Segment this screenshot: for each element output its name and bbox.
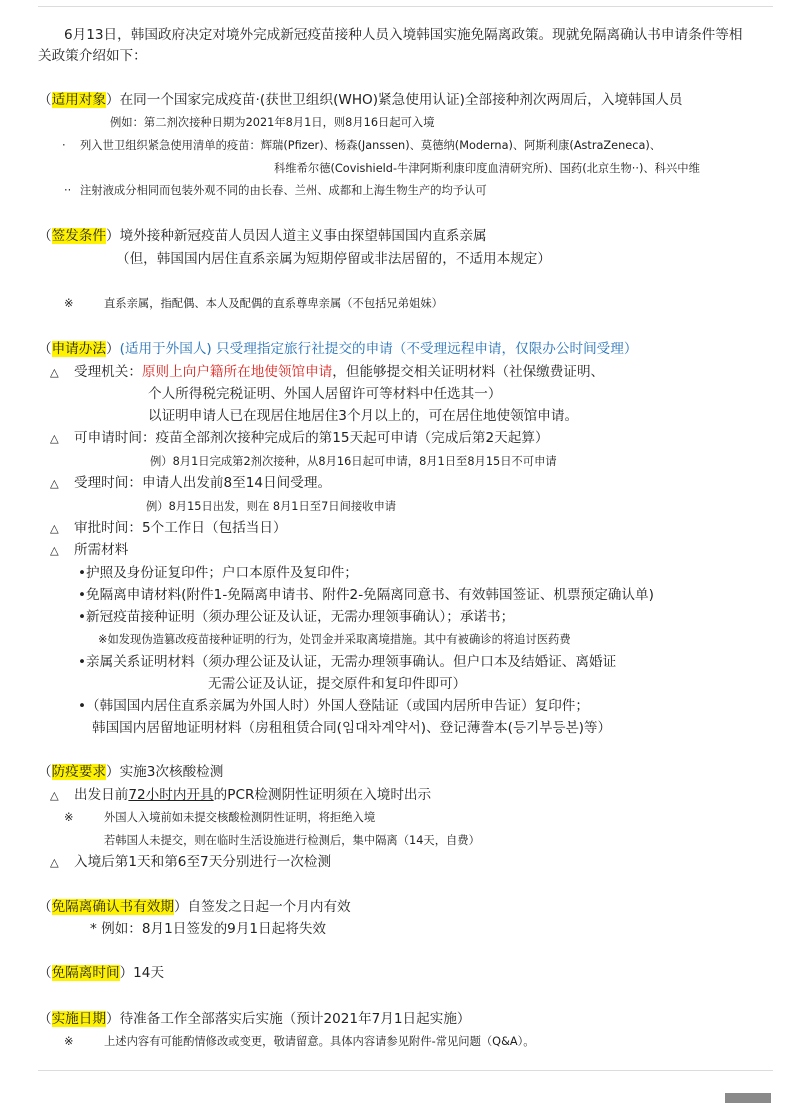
section-quarantine-header [38,762,223,782]
accepting-office-line-3: 以证明申请人已在现居住地居住3个月以上的，可在居住地使领馆申请。 [148,408,579,424]
section-heading: 适用对象 [51,92,106,108]
section-heading: 防疫要求 [51,764,106,780]
section-heading: 免隔离时间 [51,965,120,981]
paren-close: ） [173,899,188,915]
accepting-office-line-2: 个人所得税完税证明、外国人居留许可等材料中任选其一） [148,386,502,402]
triangle-bullet: △ [50,477,59,490]
section-text: (适用于外国人) 只受理指定旅行社提交的申请（不受理远程申请，仅限办公时间受理） [119,341,638,357]
vaccine-list-line-2: 科维希尔德(Covishield-牛津阿斯利康印度血清研究所)、国药(北京生物··)、科兴中维 [274,162,700,175]
scroll-to-top-button[interactable] [725,1093,771,1103]
paren-open: （ [38,899,52,915]
accepting-office-label: 受理机关： [74,364,142,380]
material-3-note: ※如发现伪造篡改疫苗接种证明的行为，处罚金并采取离境措施。其中有被确诊的将追讨医药费 [98,633,571,646]
intro-line-1: 6月13日，韩国政府决定对境外完成新冠疫苗接种人员入境韩国实施免隔离政策。现就免隔离确认书申请条件等相 [64,27,743,43]
pcr-post: 的PCR检测阴性证明须在入境时出示 [213,787,432,803]
section-text: 在同一个国家完成疫苗·(获世卫组织(WHO)紧急使用认证)全部接种剂次两周后，入境韩国人员 [119,92,683,108]
material-3: •新冠疫苗接种证明（须办理公证及认证，无需办理领事确认）；承诺书； [78,609,515,625]
section-application-header [38,339,637,359]
section-text: 实施3次核酸检测 [119,764,224,780]
top-divider [38,6,773,7]
section-text: 待准备工作全部落实后实施（预计2021年7月1日起实施） [119,1011,471,1027]
pcr-underlined: 72小时内开具 [128,787,214,803]
acceptance-time-example: 例）8月15日出发，则在 8月1日至7日间接收申请 [146,500,397,513]
triangle-bullet: △ [50,856,59,869]
section-heading: 签发条件 [51,228,106,244]
section-effective-date-header [38,1009,471,1029]
application-period: 可申请时间：疫苗全部剂次接种完成后的第15天起可申请（完成后第2天起算） [74,430,549,446]
material-2: •免隔离申请材料(附件1-免隔离申请书、附件2-免隔离同意书、有效韩国签证、机票预定确认单) [78,587,654,603]
triangle-bullet: △ [50,366,59,379]
section-heading: 实施日期 [51,1011,106,1027]
section-validity-header [38,897,351,917]
pcr-pre: 出发日前 [74,787,129,803]
vaccine-list-line-1: 列入世卫组织紧急使用清单的疫苗：辉瑞(Pfizer)、杨森(Janssen)、莫德纳(Moderna)、阿斯利康(AstraZeneca)、 [80,139,662,152]
section-heading: 免隔离确认书有效期 [51,899,174,915]
pcr-note-1: 外国人入境前如未提交核酸检测阴性证明，将拒绝入境 [104,811,376,824]
section-text: 14天 [133,965,165,981]
section-text: 境外接种新冠疫苗人员因人道主义事由探望韩国国内直系亲属 [119,228,487,244]
intro-line-2: 关政策介绍如下： [38,48,147,64]
material-1: •护照及身份证复印件；户口本原件及复印件； [78,565,358,581]
pcr-requirement [74,785,431,805]
application-period-example: 例）8月1日完成第2剂次接种，从8月16日起可申请，8月1日至8月15日不可申请 [150,455,557,468]
required-materials-title: 所需材料 [74,542,129,558]
paren-open: （ [38,764,52,780]
triangle-bullet: △ [50,789,59,802]
paren-open: （ [38,228,52,244]
accepting-office [74,362,604,382]
section-heading: 申请办法 [51,341,106,357]
section-exemption-time-header [38,963,164,983]
material-5: •（韩国国内居住直系亲属为外国人时）外国人登陆证（或国内居所申告证）复印件； [78,698,589,714]
relatives-note: 直系亲属，指配偶、本人及配偶的直系尊卑亲属（不包括兄弟姐妹） [104,297,443,310]
triangle-bullet: △ [50,432,59,445]
section-text: 自签发之日起一个月内有效 [187,899,351,915]
paren-open: （ [38,341,52,357]
approval-time: 审批时间：5个工作日（包括当日） [74,520,287,536]
pcr-note-marker: ※ [64,811,74,824]
paren-close: ） [105,228,120,244]
paren-open: （ [38,1011,52,1027]
pcr-note-2: 若韩国人未提交，则在临时生活设施进行检测后，集中隔离（14天，自费） [104,834,480,847]
triangle-bullet: △ [50,544,59,557]
vaccine-list-marker: · [62,139,66,152]
material-4: •亲属关系证明材料（须办理公证及认证，无需办理领事确认。但户口本及结婚证、离婚证 [78,654,617,670]
accepting-office-emphasis: 原则上向户籍所在地使领馆申请 [141,364,333,380]
material-4-line-2: 无需公证及认证，提交原件和复印件即可） [208,676,467,692]
bottom-divider [38,1070,773,1071]
final-note-marker: ※ [64,1035,74,1048]
applicable-example: 例如：第二剂次接种日期为2021年8月1日，则8月16日起可入境 [110,116,435,129]
post-entry-tests: 入境后第1天和第6至7天分别进行一次检测 [74,854,332,870]
triangle-bullet: △ [50,522,59,535]
accepting-office-rest: ，但能够提交相关证明材料（社保缴费证明、 [332,364,605,380]
paren-close: ） [105,341,120,357]
paren-close: ） [105,1011,120,1027]
issuance-sub: （但，韩国国内居住直系亲属为短期停留或非法居留的，不适用本规定） [116,251,551,267]
paren-close: ） [105,764,120,780]
relatives-note-marker: ※ [64,297,74,310]
section-issuance-header [38,226,487,246]
final-note: 上述内容有可能酌情修改或变更，敬请留意。具体内容请参见附件-常见问题（Q&A）。 [104,1035,535,1048]
paren-open: （ [38,965,52,981]
acceptance-time: 受理时间：申请人出发前8至14日间受理。 [74,475,332,491]
paren-close: ） [119,965,134,981]
vaccine-note: 注射液成分相同而包装外观不同的由长春、兰州、成都和上海生物生产的均予认可 [80,184,487,197]
paren-close: ） [105,92,120,108]
section-applicable-header [38,90,682,110]
paren-open: （ [38,92,52,108]
vaccine-note-marker: ·· [64,184,72,197]
validity-example: * 例如：8月1日签发的9月1日起将失效 [90,921,327,937]
material-5-line-2: 韩国国内居留地证明材料（房租租赁合同(임대차계약서)、登记薄誊本(등기부등본)等） [92,720,612,736]
